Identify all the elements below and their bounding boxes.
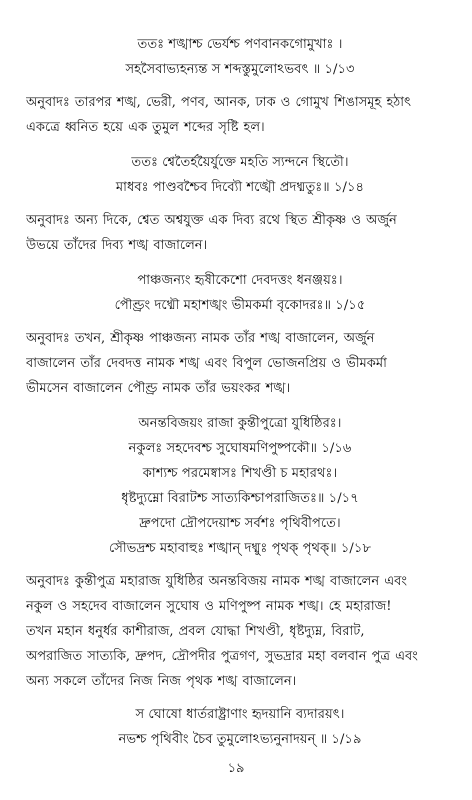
verse-line: দ্রুপদো দ্রৌপদেয়াশ্চ সর্বশঃ পৃথিবীপতে। [139, 516, 341, 531]
translation-line: অনুবাদঃ তারপর শঙ্খ, ভেরী, পণব, আনক, ঢাক ও গোমুখ শিঙাসমূহ হঠাৎ [26, 95, 411, 110]
verse-line: মাধবঃ পাণ্ডবশ্চৈব দিব্যৌ শঙ্খৌ প্রদধ্মতুঃ॥ ১/১৪ [115, 180, 365, 195]
verse-1-16-18 [26, 411, 454, 561]
verse-line: সৌভদ্রশ্চ মহাবাহুঃ শঙ্খান্ দধ্মুঃ পৃথক্ পৃথক্॥ ১/১৮ [109, 541, 371, 556]
translation-line: অনুবাদঃ তখন, শ্রীকৃষ্ণ পাঞ্চজন্য নামক তাঁর শঙ্খ বাজালেন, অর্জুন [26, 331, 375, 346]
verse-line: পাঞ্চজন্যং হৃষীকেশো দেবদত্তং ধনঞ্জয়ঃ। [137, 273, 343, 288]
translation-line: একত্রে ধ্বনিত হয়ে এক তুমুল শব্দের সৃষ্টি হল। [26, 120, 265, 135]
verse-line: ততঃ শ্বেতৈর্হয়ৈর্যুক্তে মহতি স্যন্দনে স্থিতৌ। [131, 155, 349, 170]
verse-1-13 [26, 32, 454, 82]
translation-line: অনুবাদঃ কুন্তীপুত্র মহারাজ যুধিষ্ঠির অনন্তবিজয় নামক শঙ্খ বাজালেন এবং [26, 574, 407, 589]
translation-line: নকুল ও সহদেব বাজালেন সুঘোষ ও মণিপুষ্প নামক শঙ্খ। হে মহারাজ! [26, 599, 392, 614]
translation-line: বাজালেন তাঁর দেবদত্ত নামক শঙ্খ এবং বিপুল ভোজনপ্রিয় ও ভীমকর্মা [26, 356, 387, 371]
translation-line: ভীমসেন বাজালেন পৌণ্ড্র নামক তাঁর ভয়ংকর শঙ্খ। [26, 381, 291, 396]
translation-1-15 [26, 326, 454, 401]
page-number: ১৯ [227, 761, 245, 776]
verse-1-14 [26, 150, 454, 200]
verse-line: সহসৈবাভ্যহন্যন্ত স শব্দস্তুমুলোঽভবৎ ॥ ১/১৩ [125, 62, 355, 77]
translation-line: অনুবাদঃ অন্য দিকে, শ্বেত অশ্বযুক্ত এক দিব্য রথে স্থিত শ্রীকৃষ্ণ ও অর্জুন [26, 213, 397, 228]
verse-line: নকুলঃ সহদেবশ্চ সুঘোষমণিপুষ্পকৌ॥ ১/১৬ [128, 441, 352, 456]
translation-line: উভয়ে তাঁদের দিব্য শঙ্খ বাজালেন। [26, 238, 208, 253]
verse-line: ধৃষ্টদ্যুম্নো বিরাটশ্চ সাত্যকিশ্চাপরাজিতঃ॥ ১/১৭ [121, 491, 359, 506]
translation-1-13 [26, 90, 454, 140]
verse-line: নভশ্চ পৃথিবীং চৈব তুমুলোঽভ্যনুনাদয়ন্ ॥ ১/১৯ [118, 732, 362, 747]
translation-line: অন্য সকলে তাঁদের নিজ নিজ পৃথক শঙ্খ বাজালেন। [26, 674, 297, 689]
translation-line: তখন মহান ধনুর্ধর কাশীরাজ, প্রবল যোদ্ধা শিখণ্ডী, ধৃষ্টদ্যুম্ন, বিরাট, [26, 624, 365, 639]
translation-line: অপরাজিত সাত্যকি, দ্রুপদ, দ্রৌপদীর পুত্রগণ, সুভদ্রার মহা বলবান পুত্র এবং [26, 649, 418, 664]
verse-line: পৌণ্ড্রং দধ্মৌ মহাশঙ্খং ভীমকর্মা বৃকোদরঃ॥ ১/১৫ [114, 298, 366, 313]
verse-line: অনন্তবিজয়ং রাজা কুন্তীপুত্রো যুধিষ্ঠিরঃ। [138, 416, 342, 431]
translation-1-16-18 [26, 569, 454, 694]
verse-line: কাশ্যশ্চ পরমেষ্বাসঃ শিখণ্ডী চ মহারথঃ। [142, 466, 338, 481]
verse-line: স ঘোষো ধার্তরাষ্ট্রাণাং হৃদয়ানি ব্যদারয়ৎ। [135, 707, 345, 722]
verse-1-19 [26, 702, 454, 752]
translation-1-14 [26, 208, 454, 258]
verse-line: ততঃ শঙ্খাশ্চ ভের্যশ্চ পণবানকগোমুখাঃ । [137, 37, 343, 52]
verse-1-15 [26, 268, 454, 318]
